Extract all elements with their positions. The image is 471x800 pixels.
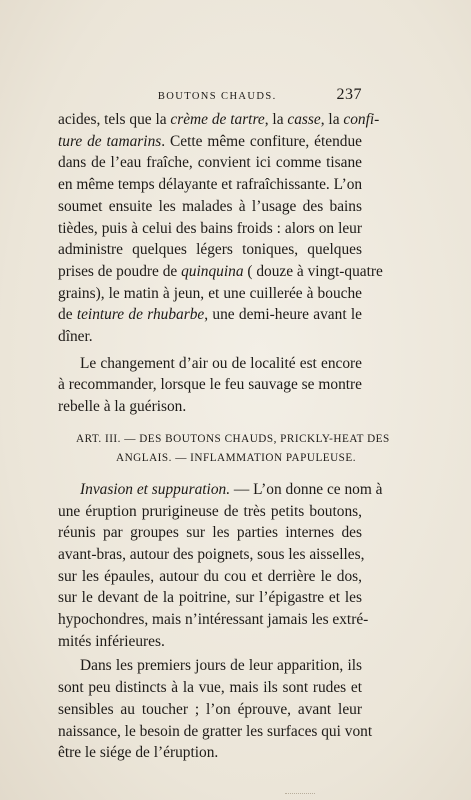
- running-head-title: BOUTONS CHAUDS.: [157, 91, 277, 102]
- paragraph-2: [58, 353, 362, 418]
- text-line: à recommander, lorsque le feu sauvage se montre: [58, 376, 362, 394]
- paragraph-3: [58, 479, 383, 653]
- article-heading-line-2: ANGLAIS. — INFLAMMATION PAPULEUSE.: [116, 451, 357, 464]
- text-line: acides, tels que la crème de tartre, la casse, la confi-: [58, 111, 380, 128]
- page-edge-mark: [285, 793, 315, 796]
- text-line: prises de poudre de quinquina ( douze à vingt-quatre: [58, 262, 383, 280]
- text-line: sur les épaules, autour du cou et derrière le dos,: [58, 567, 362, 585]
- text-line: administre quelques légers toniques, quelques: [58, 241, 362, 259]
- text-line: hypochondres, mais n’intéressant jamais les extré-: [58, 611, 369, 629]
- text-line: réunis par groupes sur les parties internes des: [58, 524, 362, 542]
- paragraph-4: [58, 655, 373, 764]
- text-line: naissance, le besoin de gratter les surfaces qui vont: [58, 722, 373, 740]
- text-line: rebelle à la guérison.: [58, 398, 187, 416]
- article-heading-line-1: ART. III. — DES BOUTONS CHAUDS, PRICKLY-HEAT DES: [76, 432, 390, 445]
- running-head: [58, 84, 362, 109]
- text-line: de teinture de rhubarbe, une demi-heure avant le: [58, 306, 362, 324]
- text-line: mités inférieures.: [58, 632, 165, 650]
- text-line: tièdes, puis à celui des bains froids : alors on leur: [58, 219, 362, 237]
- text-line: dans de l’eau fraîche, convient ici comme tisane: [58, 154, 362, 172]
- text-line: être le siége de l’éruption.: [58, 744, 219, 762]
- text-line: soumet ensuite les malades à l’usage des bains: [58, 197, 362, 215]
- text-line: Dans les premiers jours de leur apparition, ils: [80, 657, 362, 675]
- article-heading: [58, 430, 390, 468]
- text-line: dîner.: [58, 328, 93, 346]
- text-line: en même temps délayante et rafraîchissante. L’on: [58, 176, 363, 194]
- page-text-block: [58, 84, 390, 764]
- text-line: Le changement d’air ou de localité est encore: [80, 354, 362, 372]
- text-line: ture de tamarins. Cette même confiture, étendue: [58, 132, 362, 150]
- text-line: Invasion et suppuration. — L’on donne ce nom à: [80, 480, 383, 498]
- text-line: une éruption prurigineuse de très petits boutons,: [58, 502, 362, 520]
- page-number: 237: [336, 86, 362, 103]
- text-line: grains), le matin à jeun, et une cuillerée à bouche: [58, 284, 362, 302]
- text-line: sont peu distincts à la vue, mais ils sont rudes et: [58, 679, 362, 697]
- text-line: avant-bras, autour des poignets, sous les aisselles,: [58, 545, 365, 563]
- paragraph-1: [58, 109, 383, 348]
- text-line: sensibles au toucher ; l’on éprouve, avant leur: [58, 700, 362, 718]
- text-line: sur le devant de la poitrine, sur l’épigastre et les: [58, 589, 362, 607]
